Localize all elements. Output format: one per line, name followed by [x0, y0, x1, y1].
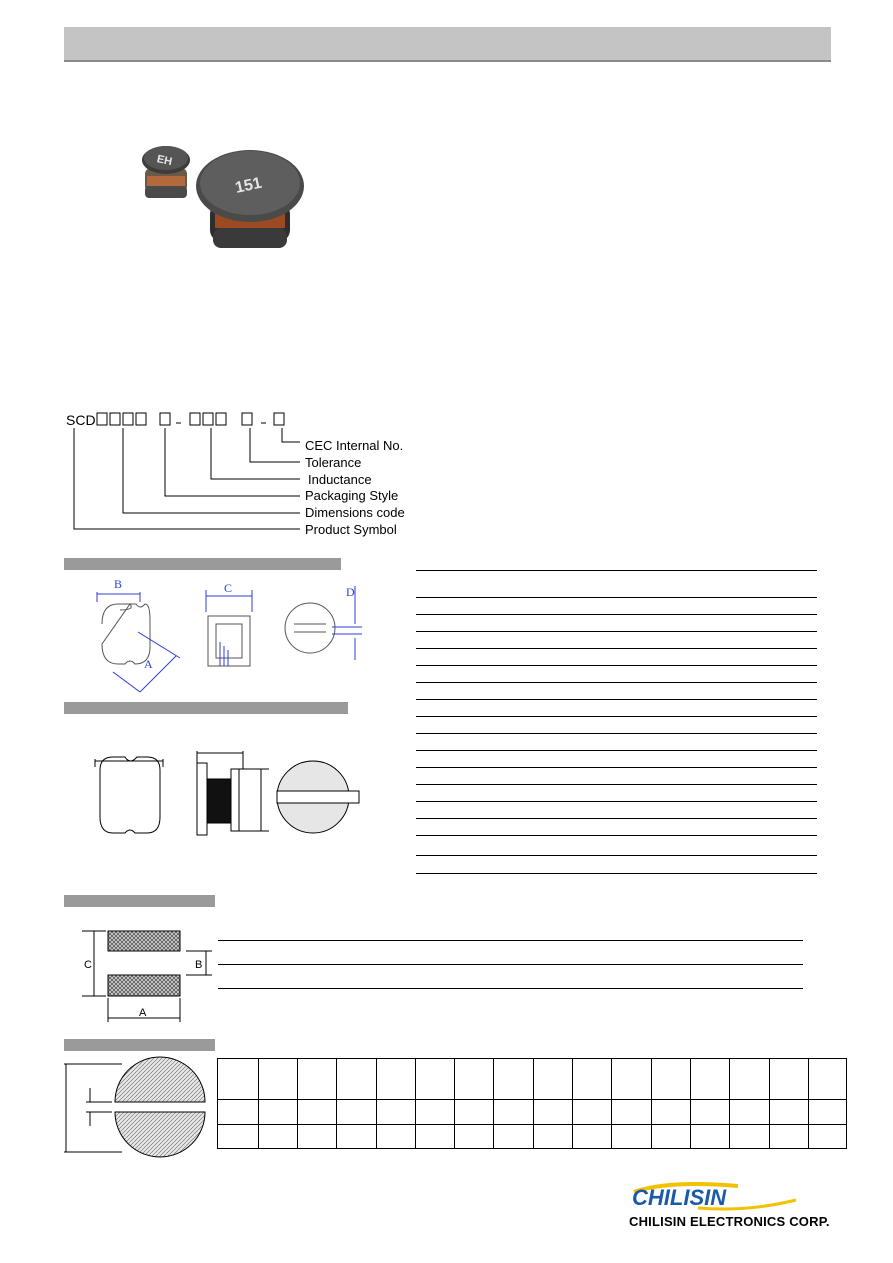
- pn-label-inductance: Inductance: [308, 472, 372, 487]
- core-drawing: [62, 1058, 212, 1158]
- section-bar-land-pattern: [64, 895, 215, 907]
- small-inductor-image: [142, 146, 190, 198]
- section-bar-construction: [64, 702, 348, 714]
- large-inductor-image: [196, 150, 304, 248]
- dim-label-a: A: [144, 657, 153, 671]
- pn-label-product-symbol: Product Symbol: [305, 522, 397, 537]
- dim-label-c: C: [224, 581, 233, 595]
- pn-label-packaging: Packaging Style: [305, 488, 399, 503]
- company-name: CHILISIN ELECTRONICS CORP.: [629, 1214, 830, 1229]
- product-photo: [135, 140, 305, 260]
- pn-label-cec: CEC Internal No.: [305, 438, 404, 453]
- land-label-a: A: [139, 1007, 147, 1019]
- chilisin-logo: [628, 1178, 828, 1214]
- pn-label-dimensions: Dimensions code: [305, 505, 405, 520]
- land-pattern-table: [218, 940, 803, 990]
- dimension-drawing: [80, 572, 380, 702]
- dimension-table: [416, 570, 817, 874]
- pn-label-tolerance: Tolerance: [305, 455, 362, 470]
- land-pattern-drawing: [78, 922, 218, 1026]
- dim-label-b: B: [114, 577, 123, 591]
- land-label-c: C: [84, 959, 92, 971]
- dim-label-d: D: [346, 585, 355, 599]
- logo-wordmark: CHILISIN: [632, 1185, 727, 1210]
- page-header-bar: [64, 27, 831, 62]
- part-number-prefix: SCD: [66, 412, 96, 428]
- section-bar-dimensions: [64, 558, 341, 570]
- land-label-b: B: [195, 959, 203, 971]
- section-bar-core: [64, 1039, 215, 1051]
- small-marking: EH: [155, 153, 174, 169]
- core-table: [217, 1058, 847, 1149]
- construction-drawing: [85, 745, 375, 845]
- large-marking: 151: [233, 174, 264, 197]
